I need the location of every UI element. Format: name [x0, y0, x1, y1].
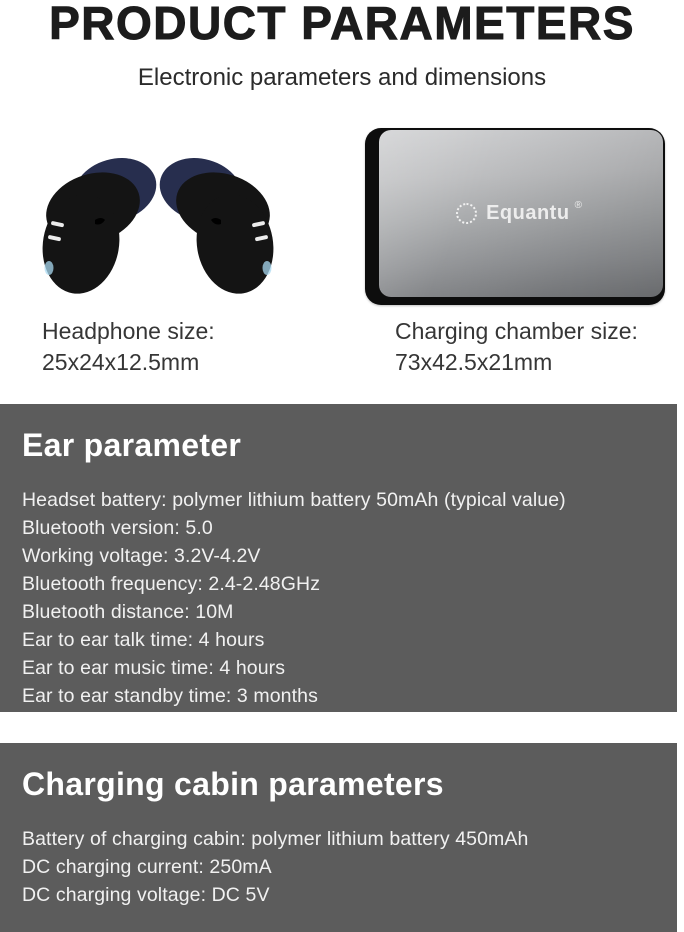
trademark-symbol: ®	[574, 200, 582, 211]
spec-line-bluetooth-frequency: Bluetooth frequency: 2.4-2.48GHz	[22, 573, 321, 595]
page-title: PRODUCT PARAMETERS	[49, 0, 635, 49]
products-row	[0, 126, 684, 378]
charging-case-image	[365, 128, 665, 305]
earbuds-caption	[0, 316, 342, 378]
charging-case-media	[342, 126, 684, 306]
spec-line-bluetooth-version: Bluetooth version: 5.0	[22, 517, 213, 539]
earbuds-caption-title: Headphone size:	[42, 318, 215, 344]
earbuds-caption-value: 25x24x12.5mm	[42, 349, 200, 375]
ear-parameter-section	[0, 404, 677, 712]
brand-name: Equantu	[486, 202, 570, 224]
charging-case-caption	[342, 316, 684, 378]
earbuds-image	[33, 152, 283, 297]
charging-cabin-section	[0, 743, 677, 932]
charging-case-body	[379, 130, 663, 297]
spec-line-dc-voltage: DC charging voltage: DC 5V	[22, 884, 270, 906]
earbuds-column	[0, 126, 342, 378]
charging-case-column	[342, 126, 684, 378]
charging-cabin-lines	[22, 825, 653, 909]
page-subtitle: Electronic parameters and dimensions	[137, 64, 547, 91]
spec-line-standby-time: Ear to ear standby time: 3 months	[22, 685, 318, 707]
case-caption-title: Charging chamber size:	[395, 318, 638, 344]
spec-line-cabin-battery: Battery of charging cabin: polymer lithium battery 450mAh	[22, 828, 529, 850]
ear-parameter-heading: Ear parameter	[22, 427, 242, 463]
spec-line-headset-battery: Headset battery: polymer lithium battery 50mAh (typical value)	[22, 489, 566, 511]
spec-line-talk-time: Ear to ear talk time: 4 hours	[22, 629, 265, 651]
case-caption-value: 73x42.5x21mm	[395, 349, 553, 375]
brand-logo	[456, 202, 586, 225]
spec-line-dc-current: DC charging current: 250mA	[22, 856, 272, 878]
spec-line-music-time: Ear to ear music time: 4 hours	[22, 657, 286, 679]
charging-cabin-heading: Charging cabin parameters	[22, 766, 444, 802]
spec-line-working-voltage: Working voltage: 3.2V-4.2V	[22, 545, 261, 567]
dotted-ring-icon	[456, 203, 477, 224]
ear-parameter-lines	[22, 486, 653, 710]
earbuds-media	[0, 126, 342, 306]
right-earbud	[152, 152, 281, 297]
left-earbud	[35, 152, 164, 297]
spec-line-bluetooth-distance: Bluetooth distance: 10M	[22, 601, 234, 623]
